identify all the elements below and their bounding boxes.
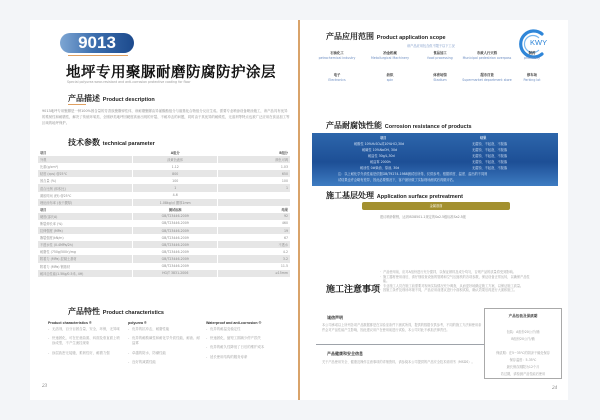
table-cell bbox=[218, 192, 291, 199]
table-cell: 拉伸强度 (MPa) bbox=[38, 227, 133, 234]
package-line: 最长保存期限为12个月 bbox=[506, 365, 540, 369]
characteristics-heading-en: Product characteristics bbox=[102, 310, 164, 316]
characteristic-item: - 涂层致密无接缝，柔韧性好，耐磨力强 bbox=[48, 351, 120, 356]
corrosion-heading-en: Corrosion resistance of products bbox=[384, 124, 472, 130]
table-cell: 理论涂布率 (表干膜厚) bbox=[38, 199, 133, 206]
table-cell: 结果 bbox=[218, 206, 291, 213]
notice-item: · 施工器材使用前后，请仔细检查设备的管路和空气压缩机的各项参数，保证设备正常运转，以确保产品性能。 bbox=[380, 275, 530, 284]
column-title: Product characteristics ® bbox=[48, 321, 92, 325]
pretreatment-heading bbox=[326, 190, 463, 201]
scope-item: 纺织 spin bbox=[386, 73, 394, 82]
corrosion-row-result: 无腐蚀、不起泡、不脱落 bbox=[472, 148, 508, 152]
corrosion-row-result: 无腐蚀、不起泡、不脱落 bbox=[472, 160, 508, 164]
table-cell: 100 bbox=[218, 177, 291, 184]
table-row bbox=[38, 255, 291, 262]
scope-item: 石油化工 petrochemical industry bbox=[318, 51, 356, 60]
logo-text: KWY bbox=[530, 38, 548, 47]
table-cell bbox=[218, 199, 291, 206]
characteristic-item: - 优异的耐温变稳定性 bbox=[206, 327, 286, 332]
corrosion-note: 试结果也许会略有差异，因此必要情况下，客户最好做了实际现场测试后再做评估。 bbox=[338, 178, 456, 182]
table-cell: 67 bbox=[218, 234, 291, 241]
left-page bbox=[30, 20, 298, 400]
table-cell: GB/T23446-2009 bbox=[133, 248, 218, 255]
table-row bbox=[38, 170, 291, 177]
notice-heading: 施工注意事项 bbox=[326, 285, 381, 295]
corrosion-heading bbox=[326, 120, 472, 131]
characteristics-heading bbox=[68, 306, 164, 317]
scope-item: 停车场 Parking lot bbox=[523, 73, 541, 82]
characteristic-item: - 优异的耐久性降低了日后的维护成本 bbox=[206, 345, 286, 350]
column-title: Waterproof and anti-corrosion ® bbox=[206, 321, 262, 325]
corrosion-header-result: 结果 bbox=[480, 136, 487, 140]
table-cell: ≥15mm bbox=[218, 270, 291, 277]
scope-item: 电子 Electronics bbox=[328, 73, 346, 82]
product-title: 地坪专用聚脲耐磨防腐防护涂层 bbox=[66, 65, 276, 81]
corrosion-row-result: 无腐蚀、不起泡、不脱落 bbox=[472, 154, 508, 158]
table-cell: 耐磨性 (750g/500r)/mg bbox=[38, 248, 133, 255]
description-text: 9013地坪专用聚脲是一种100%固含量的芳香族聚脲弹性体，该耐磨聚脲由异氰酸酯组分与胺基化合物组分反应生成。需要专业喷涂设备喷涂施工，该产品具有优异的柔韧性和耐磨性，解决了传统环氧类、全刚砂类地坪因硬度高而出现的开裂、不耐冲击的问题，同时由于其优异的耐候性，无溶剂等特点也被广泛应用在食品加工等区域的地坪保护。 bbox=[42, 109, 290, 125]
table-row bbox=[38, 192, 291, 199]
table-row bbox=[38, 263, 291, 270]
product-code-badge: 9013 bbox=[60, 33, 134, 53]
characteristic-item: - 卓越的防水，防潮性能 bbox=[128, 351, 200, 356]
table-cell: 11.5 bbox=[218, 263, 291, 270]
characteristic-item: - 良好的减震性能 bbox=[128, 360, 200, 365]
table-cell: GB/T23446-2009 bbox=[133, 227, 218, 234]
table-cell: 92 bbox=[218, 213, 291, 220]
table-cell: 4-6 bbox=[133, 192, 218, 199]
table-cell: 附着力 (MPa) 混凝土基材 bbox=[38, 255, 133, 262]
table-cell: 混合比例 (体积比) bbox=[38, 184, 133, 191]
pretreatment-heading-en: Application surface pretreatment bbox=[376, 194, 463, 200]
corrosion-row-result: 无腐蚀、不起泡、不脱落 bbox=[472, 166, 508, 170]
table-cell: 不透水性 (0.4MPa/2h) bbox=[38, 241, 133, 248]
table-cell: 淡黄色液体 bbox=[133, 156, 218, 163]
application-note: 该产品应用包含但不限于以下工况 bbox=[407, 44, 455, 48]
corrosion-heading-cn: 产品耐腐蚀性能 bbox=[326, 121, 382, 130]
right-page bbox=[300, 20, 568, 400]
corrosion-row-item: 耐盐性 30g/L,30d bbox=[368, 154, 395, 158]
notice-list bbox=[380, 270, 530, 293]
table-cell: 4.2 bbox=[218, 248, 291, 255]
notice-item: · 因施工条件及现场环境不同，产品应用前建议进行小面积试验，确认效果后再进行大面积施工。 bbox=[380, 288, 530, 293]
package-shelf-life-box bbox=[484, 308, 562, 379]
scope-item: 市政人行天桥 Municipal pedestrian overpass bbox=[462, 51, 512, 60]
table-cell: GB/T23446-2009 bbox=[133, 213, 218, 220]
characteristics-column-3 bbox=[206, 321, 286, 364]
table-row bbox=[38, 227, 291, 234]
table-cell: 650 bbox=[218, 170, 291, 177]
table-cell: 颜色可调 bbox=[218, 156, 291, 163]
section-divider bbox=[316, 344, 484, 345]
product-subtitle: Special polyurea wear-resistant and anti-corrosion protective coating for floor bbox=[67, 80, 191, 84]
table-cell: 100 bbox=[133, 177, 218, 184]
table-cell: 测试标准 bbox=[133, 206, 218, 213]
table-cell: 项目 bbox=[38, 149, 133, 156]
package-line: B组份20公斤/桶 bbox=[511, 337, 535, 341]
table-cell: 800 bbox=[133, 170, 218, 177]
table-cell: 耐冲击性能(1.5Kg/0.5米, 4H) bbox=[38, 270, 133, 277]
scope-item: 体育场馆 Stadium bbox=[433, 73, 447, 82]
table-row bbox=[38, 149, 291, 156]
table-cell: GB/T23446-2009 bbox=[133, 255, 218, 262]
pretreatment-text: 建议喷砂除锈，达到ISO8501-1规定的Sa2.5级标准Sa2.5级 bbox=[380, 215, 466, 219]
corrosion-row-result: 无腐蚀、不起泡、不脱落 bbox=[472, 142, 508, 146]
pretreatment-heading-cn: 施工基层处理 bbox=[326, 191, 374, 200]
table-cell: 1.08kg/㎡ 膜厚1mm bbox=[133, 199, 218, 206]
column-title: polyurea ® bbox=[128, 321, 147, 325]
scope-item: 食品加工 food processing bbox=[427, 51, 453, 60]
corrosion-header-item: 项目 bbox=[380, 136, 387, 140]
characteristics-column-2 bbox=[128, 321, 200, 369]
badge-underline bbox=[68, 55, 128, 56]
table-cell: 外观 bbox=[38, 156, 133, 163]
package-line: 若过期，请检测产品性能后使用 bbox=[500, 372, 546, 376]
table-cell: 3.2 bbox=[218, 255, 291, 262]
corrosion-row-item: 耐酸性 10%H₂SO₄或10%HCl,30d bbox=[354, 142, 405, 146]
table-row bbox=[38, 199, 291, 206]
table-cell: HG/T 3831-2006 bbox=[133, 270, 218, 277]
table-cell: 1.03 bbox=[218, 163, 291, 170]
table-cell: 硬度(邵氏A) bbox=[38, 213, 133, 220]
characteristics-column-1 bbox=[48, 321, 120, 360]
characteristic-item: - 延长使用结构的服务寿命 bbox=[206, 355, 286, 360]
package-line: 保存温度：5-35℃ bbox=[509, 358, 537, 362]
table-row bbox=[38, 163, 291, 170]
safety-text: 关于产品使用安全、健康及操作注意事项的详细资料，请参阅本公司提供的产品安全技术说明书（MSDS）。 bbox=[322, 360, 475, 364]
table-row bbox=[38, 184, 291, 191]
metal-substrate-bar: 金属基面 bbox=[362, 202, 510, 210]
technical-heading-cn: 技术参数 bbox=[68, 138, 100, 147]
table-cell: GB/T23446-2009 bbox=[133, 234, 218, 241]
description-heading-en: Product description bbox=[102, 97, 155, 103]
table-cell: 不透水 bbox=[218, 241, 291, 248]
table-cell: 460 bbox=[218, 220, 291, 227]
table-row bbox=[38, 241, 291, 248]
notice-item: · 专业施工人员在施工前需要对现场实际情况充分调查，从而更好地确定施工方案，以保证施工质量。 bbox=[380, 284, 530, 289]
page-number-left: 23 bbox=[42, 384, 47, 389]
technical-heading bbox=[68, 137, 155, 148]
corrosion-row-item: 耐油性 0#柴油、原油, 30d bbox=[360, 166, 400, 170]
table-row bbox=[38, 206, 291, 213]
page-number-right: 24 bbox=[552, 386, 557, 391]
corrosion-note: 注：以上耐化学介质性能是依据GB/T9274-1988测试后所得，仅供参考。根据浓度、温度、溢出的不同则 bbox=[338, 172, 488, 176]
technical-heading-en: technical parameter bbox=[102, 141, 155, 147]
description-heading bbox=[68, 93, 155, 104]
table-cell: 比重(g/cm³) bbox=[38, 163, 133, 170]
corrosion-row-item: 耐盐雾 2000h bbox=[370, 160, 391, 164]
application-heading-en: Product application scope bbox=[376, 35, 446, 41]
characteristic-item: - 优异的抗冲击，耐磨性能 bbox=[128, 327, 200, 332]
table-row bbox=[38, 234, 291, 241]
table-row bbox=[38, 270, 291, 277]
package-title: 产品包装及保质期 bbox=[508, 314, 538, 318]
corrosion-resistance-panel bbox=[312, 133, 558, 186]
scope-item: 超市百货 Supermarket department store bbox=[462, 73, 512, 82]
notice-item: · 产品使用前，应对A组份进行充分搅拌，以保证颜料及成分均匀，否则产品的质量将受到影响。 bbox=[380, 270, 530, 275]
disclaimer-heading: 诚信声明 bbox=[327, 315, 343, 320]
table-row bbox=[38, 177, 291, 184]
table-cell: GB/T23446-2009 bbox=[133, 220, 218, 227]
table-cell: GB/T23446-2009 bbox=[133, 241, 218, 248]
characteristic-item: - 快速固化，缩短工期减少停产损失 bbox=[206, 336, 286, 341]
characteristic-item: - 优异的耐酸碱性和耐化学介质性能，耐油、耐盐雾 bbox=[128, 336, 200, 346]
brochure-spread bbox=[30, 20, 568, 400]
table-cell: 项目 bbox=[38, 206, 133, 213]
safety-heading: 产品健康和安全信息 bbox=[327, 351, 363, 356]
characteristic-item: - 无溶剂，百分百固含量，安全，环保，无异味 bbox=[48, 327, 120, 332]
characteristic-item: - 快速固化，可在任意曲面、斜面及垂直面上喷涂成型，不产生流挂现象 bbox=[48, 336, 120, 346]
table-cell: 粘度 (cps) @25℃ bbox=[38, 170, 133, 177]
table-cell: 1 bbox=[133, 184, 218, 191]
table-cell: 凝胶时间 (秒) @25℃ bbox=[38, 192, 133, 199]
table-cell: 1.12 bbox=[133, 163, 218, 170]
table-row bbox=[38, 220, 291, 227]
table-cell: 断裂伸长率 (%) bbox=[38, 220, 133, 227]
scope-item: 冶金机械 Metallurgical Machinery bbox=[370, 51, 409, 60]
scope-item: 制药 pharmacy bbox=[524, 51, 540, 60]
package-line: 保质期：在5~35℃的阴凉干燥处保存 bbox=[496, 351, 550, 355]
table-cell: 固含量 (%) bbox=[38, 177, 133, 184]
table-cell: B组分 bbox=[218, 149, 291, 156]
table-cell: 附着力 (MPa) 钢基材 bbox=[38, 263, 133, 270]
table-cell: A组分 bbox=[133, 149, 218, 156]
description-underline bbox=[68, 104, 86, 105]
table-cell: 撕裂强度(kN/m) bbox=[38, 234, 133, 241]
corrosion-row-item: 耐碱性 10%NaOH, 30d bbox=[362, 148, 398, 152]
description-heading-cn: 产品描述 bbox=[68, 94, 100, 103]
table-row bbox=[38, 248, 291, 255]
table-cell: 19 bbox=[218, 227, 291, 234]
table-row bbox=[38, 213, 291, 220]
table-cell: 1 bbox=[218, 184, 291, 191]
table-row bbox=[38, 156, 291, 163]
table-cell: GB/T23446-2009 bbox=[133, 263, 218, 270]
package-line: 包装：A组份20公斤/桶 bbox=[506, 330, 540, 334]
characteristics-heading-cn: 产品特性 bbox=[68, 307, 100, 316]
disclaimer-text: 本公司承诺以上所列各项产品数据都是在实验室条件下测试所得，提供的数据仅供参考，不同的施工方法和使用条件会对产品性能产生影响，因此建议用户在使用前进行试验，本公司对此不承担法律责任。 bbox=[322, 323, 482, 333]
application-heading bbox=[326, 31, 446, 42]
technical-parameter-table bbox=[38, 149, 291, 277]
application-heading-cn: 产品应用范围 bbox=[326, 32, 374, 41]
